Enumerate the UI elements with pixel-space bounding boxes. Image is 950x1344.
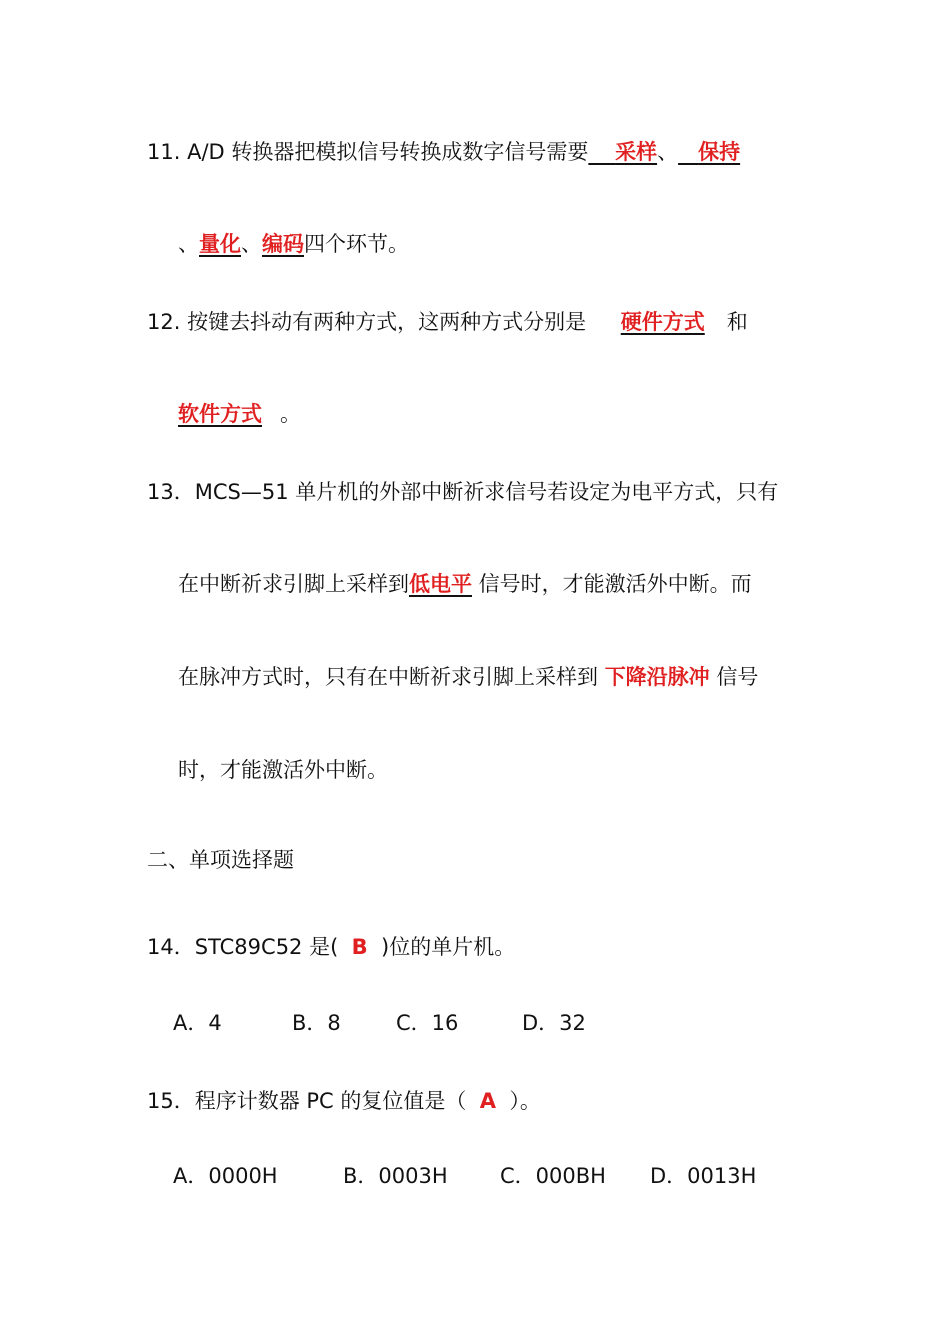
q11-sep-b: 、 [241,232,262,256]
q12-question-text: 12. 按键去抖动有两种方式，这两种方式分别是 [147,310,593,334]
q11-answer-3: 量化 [199,232,241,256]
q13-line2-pre: 在中断祈求引脚上采样到 [178,572,409,596]
q15-pre: 15．程序计数器 PC 的复位值是（ [147,1089,480,1113]
q15-answer: A [479,1089,497,1113]
q11-line1 [147,138,740,166]
section-title: 二、单项选择题 [147,848,294,872]
q14-post: )位的单片机。 [367,935,516,959]
q11-blank-lead [588,140,615,164]
q14-pre: 14．STC89C52 是( [147,935,352,959]
q13-line3-post: 信号 [709,665,759,689]
q12-tail: 。 [280,402,301,426]
q14-option-d: D．32 [522,1011,586,1035]
q11-tail: 四个环节。 [304,232,409,256]
q13-line3-pre: 在脉冲方式时，只有在中断祈求引脚上采样到 [178,665,605,689]
q11-answer-2: 保持 [698,140,741,164]
q13-line1: 13．MCS—51 单片机的外部中断祈求信号若设定为电平方式，只有 [147,480,779,504]
q15-option-c: C．000BH [500,1164,606,1188]
q14-option-b: B．8 [292,1011,341,1035]
q13-answer-2: 下降沿脉冲 [604,665,710,689]
q11-answer-1: 采样 [615,140,658,164]
q13-line3 [178,663,758,691]
q14-answer: B [351,935,368,959]
q12-mid: 和 [726,310,748,334]
q13-answer-1: 低电平 [409,572,472,596]
q12-answer-2: 软件方式 [178,402,262,426]
q11-sep-1: 、 [657,140,679,164]
q11-sep-a: 、 [178,232,199,256]
q15-option-d: D．0013H [650,1164,757,1188]
q15-option-a: A．0000H [173,1164,278,1188]
q14-line [147,933,515,961]
q12-line2 [178,400,301,428]
q15-line [147,1087,541,1115]
q11-blank-lead-2 [678,140,698,164]
q14-option-a: A．4 [173,1011,222,1035]
q15-post: ）。 [496,1089,541,1113]
q11-question-text: 11. A/D 转换器把模拟信号转换成数字信号需要 [147,140,589,164]
q11-line2 [178,230,409,258]
q13-line2-post: 信号时，才能激活外中断。而 [472,572,752,596]
q12-answer-1: 硬件方式 [620,310,705,334]
q12-line1 [147,308,748,336]
q13-line2 [178,570,752,598]
q15-option-b: B．0003H [343,1164,448,1188]
q13-line4: 时，才能激活外中断。 [178,758,388,782]
q14-option-c: C．16 [396,1011,459,1035]
q11-answer-4: 编码 [262,232,304,256]
